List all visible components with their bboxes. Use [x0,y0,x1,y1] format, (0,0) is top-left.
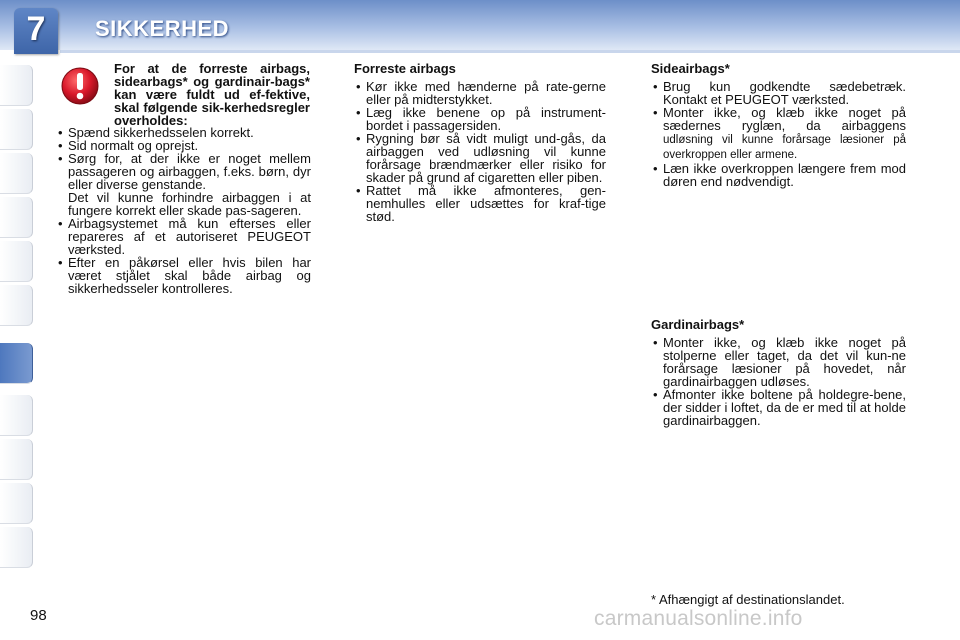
list-item-text: Monter ikke, og klæb ikke noget på sædernes ryglæn, da airbaggens [663,105,906,133]
side-airbags-list [651,80,906,188]
list-item: • Monter ikke, og klæb ikke noget på stolperne eller taget, da det vil kun-ne forårsage læsioner på hovedet, når gardinairbaggen udløses. [651,336,906,388]
list-item: • Efter en påkørsel eller hvis bilen har været stjålet skal både airbag og sikkerhedsseler kontrolleres. [56,256,311,295]
list-item: • Kør ikke med hænderne på rate-gerne eller på midterstykket. [354,80,606,106]
side-tab-7-active[interactable] [0,343,33,384]
chapter-tab [14,8,58,54]
side-tab-11[interactable] [0,527,33,568]
side-tab-1[interactable] [0,65,33,106]
list-item: • Sid normalt og oprejst. [56,139,311,152]
list-item: • Afmonter ikke boltene på holdegre-bene, der sidder i loftet, da de er med til at holde gardinairbaggen. [651,388,906,427]
header-divider [60,50,960,53]
exclamation-warning-icon [60,66,100,106]
side-tab-4[interactable] [0,197,33,238]
side-tab-strip [0,65,34,575]
side-tab-10[interactable] [0,483,33,524]
warning-text: For at de forreste airbags, sidearbags* og gardinair-bags* kan være fuldt ud ef-fektive, skal følgende sik-kerhedsregler overholdes: [114,61,310,128]
side-tab-3[interactable] [0,153,33,194]
list-item: • Rattet må ikke afmonteres, gen-nemhulles eller udsættes for kraf-tige stød. [354,184,606,223]
side-tab-2[interactable] [0,109,33,150]
footnote: * Afhængigt af destinationslandet. [651,592,845,607]
list-item: • Airbagsystemet må kun efterses eller repareres af et autoriseret PEUGEOT værksted. [56,217,311,256]
warning-block [56,62,311,126]
list-item: • Læg ikke benene op på instrument-bordet i passagersiden. [354,106,606,132]
general-rules-list-2 [56,217,311,295]
column-side-airbags [651,62,906,188]
side-tab-5[interactable] [0,241,33,282]
curtain-airbags-heading: Gardinairbags* [651,317,745,332]
list-item [651,106,906,162]
list-item-continuation: Det vil kunne forhindre airbaggen i at fungere korrekt eller skade pas-sageren. [68,190,311,218]
side-tab-9[interactable] [0,439,33,480]
column-curtain-airbags [651,318,906,427]
list-item: • Rygning bør så vidt muligt und-gås, da airbaggen ved udløsning vil kunne forårsage brændmærker eller risiko for skader på grund af cigaretten eller piben. [354,132,606,184]
general-rules-list [56,126,311,191]
column-general-rules [56,62,311,295]
side-tab-8[interactable] [0,395,33,436]
list-item: • Spænd sikkerhedsselen korrekt. [56,126,311,139]
chapter-number: 7 [26,10,46,48]
front-airbags-heading: Forreste airbags [354,61,456,76]
list-item: • Brug kun godkendte sædebetræk. Kontakt et PEUGEOT værksted. [651,80,906,106]
list-item: • Læn ikke overkroppen længere frem mod døren end nødvendigt. [651,162,906,188]
side-airbags-heading: Sideairbags* [651,61,730,76]
side-tab-6[interactable] [0,285,33,326]
page-title: SIKKERHED [95,16,230,41]
page-number: 98 [30,607,47,624]
list-item: • Sørg for, at der ikke er noget mellem passageren og airbaggen, f.eks. børn, dyr eller diverse genstande. [56,152,311,191]
front-airbags-list [354,80,606,223]
curtain-airbags-list [651,336,906,427]
watermark: carmanualsonline.info [594,607,803,630]
column-front-airbags [354,62,606,223]
list-item-small-text: udløsning vil kunne forårsage læsioner på overkroppen eller armene. [663,134,906,161]
